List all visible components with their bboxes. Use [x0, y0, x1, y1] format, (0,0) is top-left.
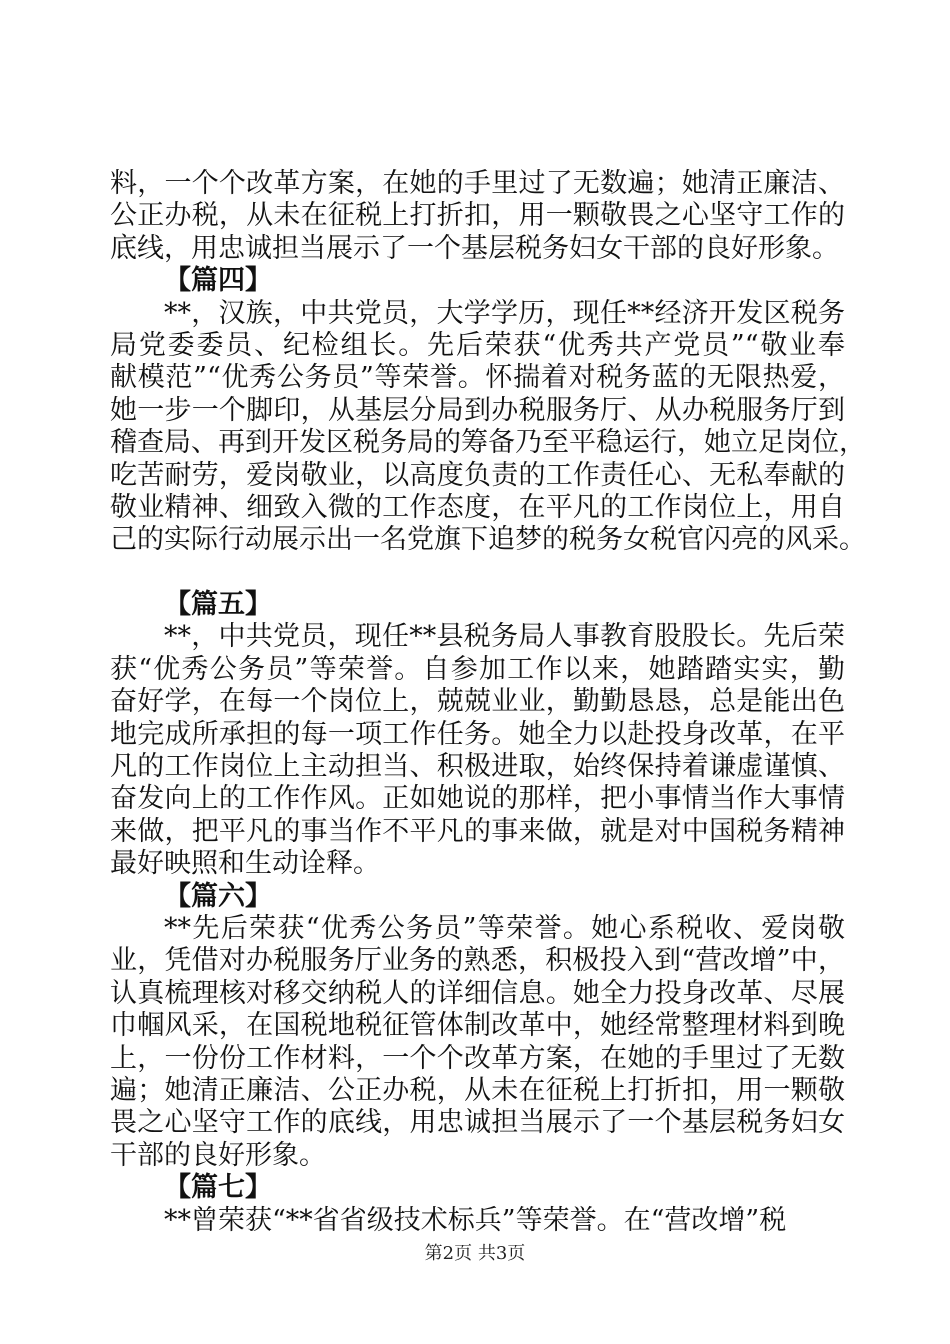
body-line: 奋好学，在每一个岗位上，兢兢业业，勤勤恳恳，总是能出色 [110, 686, 845, 718]
body-line: 业，凭借对办税服务厅业务的熟悉，积极投入到“营改增”中， [110, 945, 845, 977]
body-line: **，中共党员，现任**县税务局人事教育股股长。先后荣 [164, 621, 845, 653]
body-line: 献模范”“优秀公务员”等荣誉。怀揣着对税务蓝的无限热爱， [110, 362, 845, 394]
body-line: 公正办税，从未在征税上打折扣，用一颗敬畏之心坚守工作的 [110, 200, 845, 232]
body-line: 最好映照和生动诠释。 [110, 848, 380, 880]
section-heading-7: 【篇七】 [164, 1172, 272, 1204]
body-line: 敬业精神、细致入微的工作态度，在平凡的工作岗位上，用自 [110, 491, 845, 523]
body-line: 上，一份份工作材料，一个个改革方案，在她的手里过了无数 [110, 1042, 845, 1074]
section-heading-6: 【篇六】 [164, 880, 272, 912]
body-line: 凡的工作岗位上主动担当、积极进取，始终保持着谦虚谨慎、 [110, 751, 845, 783]
body-line: 料，一个个改革方案，在她的手里过了无数遍；她清正廉洁、 [110, 168, 845, 199]
page-footer: 第2页 共3页 [424, 1243, 526, 1264]
blank-line [110, 557, 845, 589]
body-line: 认真梳理核对移交纳税人的详细信息。她全力投身改革、尽展 [110, 977, 845, 1009]
body-line: 局党委委员、纪检组长。先后荣获“优秀共产党员”“敬业奉 [110, 329, 845, 361]
body-line: **先后荣获“优秀公务员”等荣誉。她心系税收、爱岗敬 [164, 912, 845, 944]
body-line: 吃苦耐劳，爱岗敬业，以高度负责的工作责任心、无私奉献的 [110, 459, 845, 491]
body-line: 干部的良好形象。 [110, 1139, 326, 1171]
section-heading-4: 【篇四】 [164, 265, 272, 297]
body-line: 稽查局、再到开发区税务局的筹备乃至平稳运行，她立足岗位， [110, 427, 866, 459]
body-line: 奋发向上的工作作风。正如她说的那样，把小事情当作大事情 [110, 783, 845, 815]
section-heading-5: 【篇五】 [164, 589, 272, 621]
body-line: 己的实际行动展示出一名党旗下追梦的税务女税官闪亮的风采。 [110, 524, 866, 556]
body-line: 获“优秀公务员”等荣誉。自参加工作以来，她踏踏实实，勤 [110, 653, 845, 685]
body-line: 地完成所承担的每一项工作任务。她全力以赴投身改革，在平 [110, 718, 845, 750]
body-line: 底线，用忠诚担当展示了一个基层税务妇女干部的良好形象。 [110, 232, 839, 264]
body-line: 她一步一个脚印，从基层分局到办税服务厅、从办税服务厅到 [110, 394, 845, 426]
document-body [110, 168, 866, 1237]
body-line: 遍；她清正廉洁、公正办税，从未在征税上打折扣，用一颗敬 [110, 1074, 845, 1106]
body-line: **，汉族，中共党员，大学学历，现任**经济开发区税务 [164, 297, 845, 329]
body-line: 来做，把平凡的事当作不平凡的事来做，就是对中国税务精神 [110, 815, 845, 847]
body-line: **曾荣获“**省省级技术标兵”等荣誉。在“营改增”税 [164, 1204, 787, 1236]
body-line: 巾帼风采，在国税地税征管体制改革中，她经常整理材料到晚 [110, 1010, 845, 1042]
body-line: 畏之心坚守工作的底线，用忠诚担当展示了一个基层税务妇女 [110, 1107, 845, 1139]
